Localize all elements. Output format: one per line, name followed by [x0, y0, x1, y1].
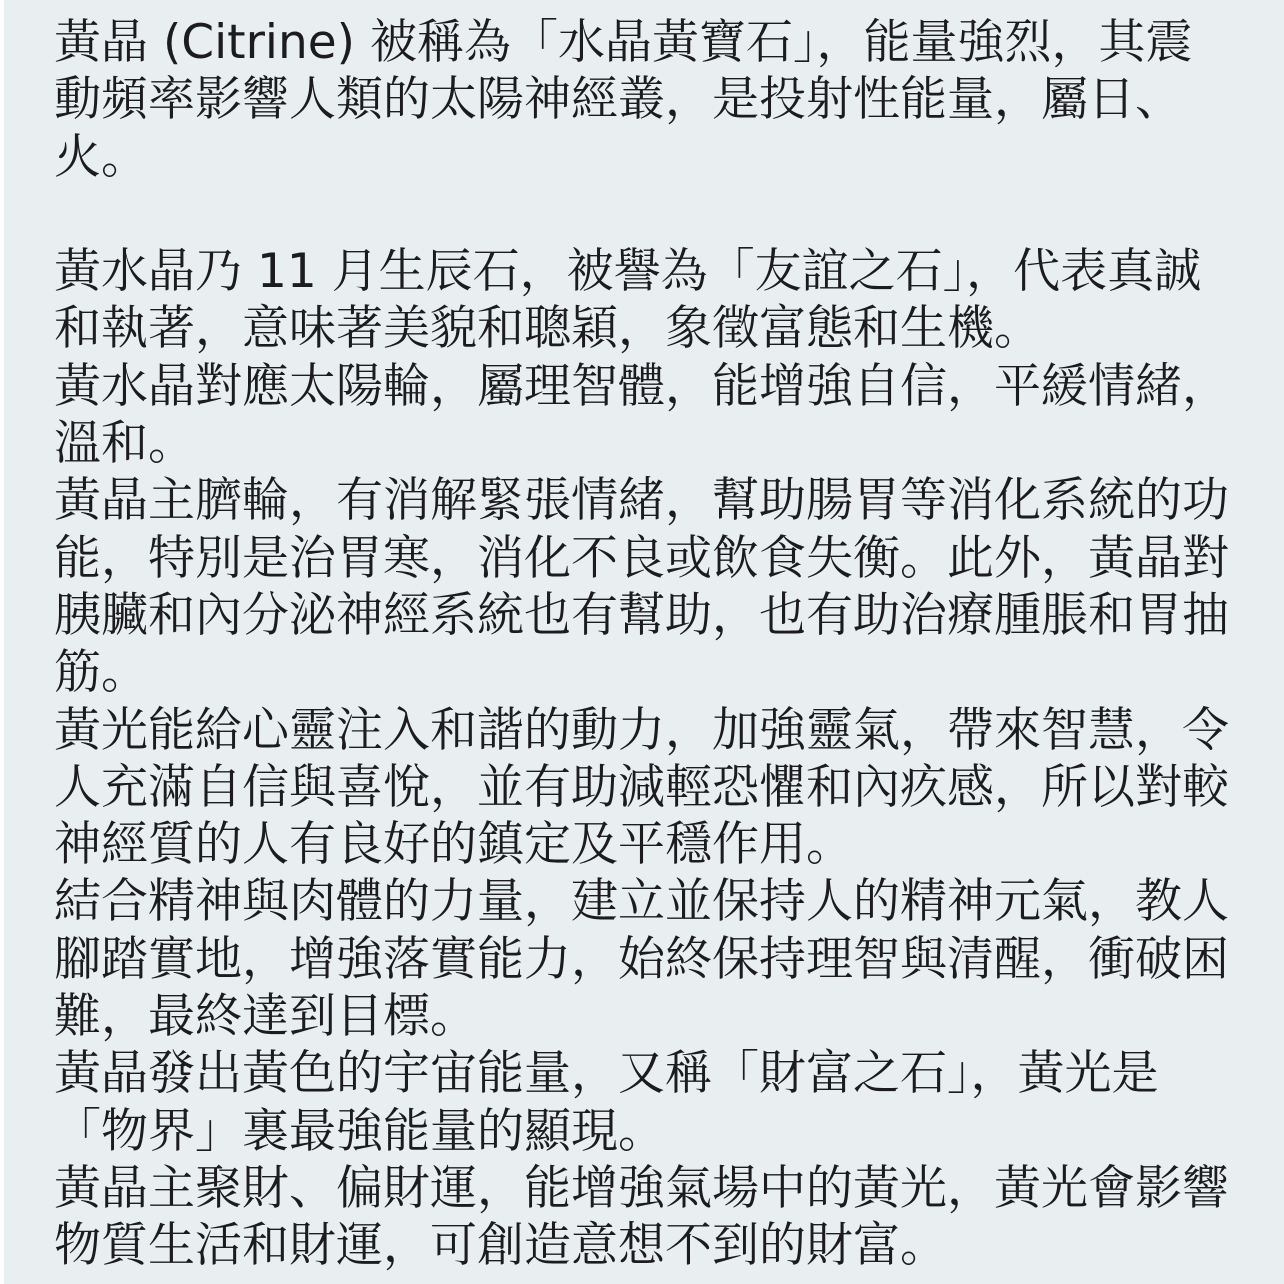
paragraph-fortune: 黃晶主聚財、偏財運，能增強氣場中的黃光，黃光會影響物質生活和財運，可創造意想不到的財富。	[54, 1160, 1229, 1274]
paragraph-solar-chakra: 黃水晶對應太陽輪，屬理智體，能增強自信，平緩情緒，溫和。	[54, 358, 1229, 472]
paragraph-spacer	[54, 186, 1234, 243]
paragraph-intro: 黃晶 (Citrine) 被稱為「水晶黃寶石」，能量強烈，其震動頻率影響人類的太陽神經叢，是投射性能量，屬日、火。	[54, 15, 1193, 185]
paragraph-birthstone: 黃水晶乃 11 月生辰石，被譽為「友誼之石」，代表真誠和執著，意味著美貌和聰穎，象徵富態和生機。	[54, 244, 1202, 357]
paragraph-wealth-stone: 黃晶發出黃色的宇宙能量，又稱「財富之石」，黃光是「物界」裏最強能量的顯現。	[54, 1046, 1159, 1159]
article-body	[54, 14, 1234, 1275]
paragraph-digestion: 黃晶主臍輪，有消解緊張情緒，幫助腸胃等消化系統的功能，特別是治胃寒，消化不良或飲食失衡。此外，黃晶對胰臟和內分泌神經系統也有幫助，也有助治療腫脹和胃抽筋。	[54, 473, 1229, 701]
note-panel	[4, 0, 1284, 1284]
paragraph-spirit-body: 結合精神與肉體的力量，建立並保持人的精神元氣，教人腳踏實地，增強落實能力，始終保持理智與清醒，衝破困難，最終達到目標。	[54, 874, 1229, 1045]
paragraph-yellow-light: 黃光能給心靈注入和諧的動力，加強靈氣，帶來智慧，令人充滿自信與喜悅，並有助減輕恐懼和內疚感，所以對較神經質的人有良好的鎮定及平穩作用。	[54, 702, 1229, 873]
